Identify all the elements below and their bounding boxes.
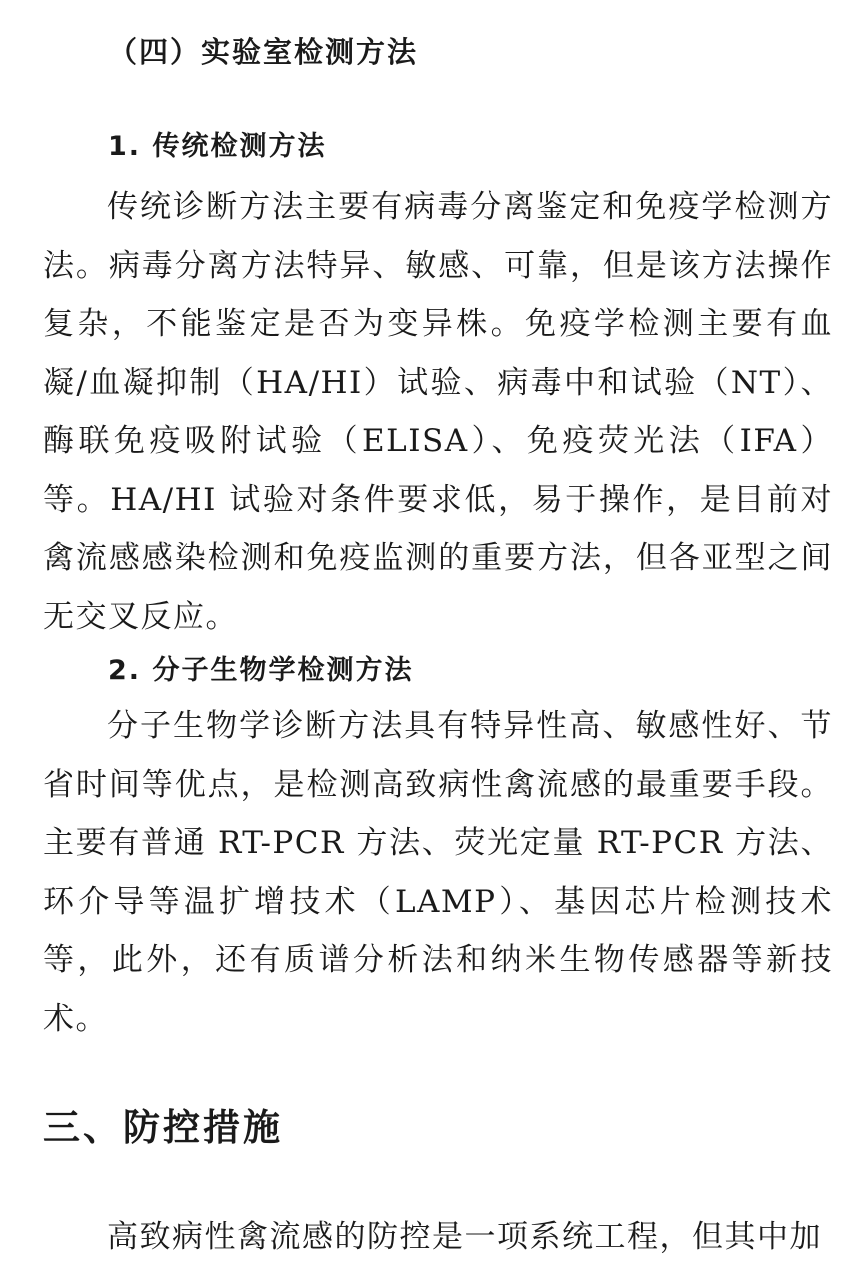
paragraph-molecular-methods: 分子生物学诊断方法具有特异性高、敏感性好、节省时间等优点，是检测高致病性禽流感的最重要手段。主要有普通 RT-PCR 方法、荧光定量 RT-PCR 方法、环介导等温扩增技术（LAMP）、基因芯片检测技术等，此外，还有质谱分析法和纳米生物传感器等新技术。 (43, 708, 833, 1037)
chapter-heading-prevention: 三、防控措施 (43, 1106, 283, 1149)
paragraph-traditional-methods: 传统诊断方法主要有病毒分离鉴定和免疫学检测方法。病毒分离方法特异、敏感、可靠，但是该方法操作复杂，不能鉴定是否为变异株。免疫学检测主要有血凝/血凝抑制（HA/HI）试验、病毒中和试验（NT）、酶联免疫吸附试验（ELISA）、免疫荧光法（IFA）等。HA/HI 试验对条件要求低，易于操作，是目前对禽流感感染检测和免疫监测的重要方法，但各亚型之间无交叉反应。 (43, 189, 833, 635)
paragraph-prevention: 高致病性禽流感的防控是一项系统工程，但其中加 (107, 1219, 822, 1255)
subsection-heading-traditional-methods: 1. 传统检测方法 (108, 131, 327, 162)
section-heading: （四）实验室检测方法 (108, 35, 419, 69)
subsection-heading-molecular-methods: 2. 分子生物学检测方法 (108, 655, 414, 686)
